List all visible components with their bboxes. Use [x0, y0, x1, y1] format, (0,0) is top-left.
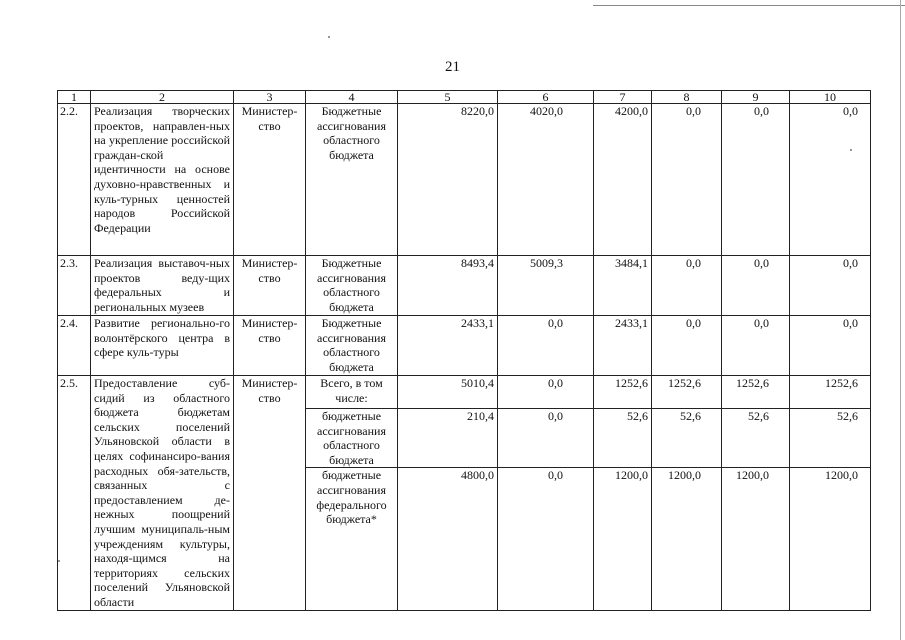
value-col8: 1200,0 [652, 468, 722, 611]
value-col7: 2433,1 [594, 316, 652, 376]
table-row [58, 104, 871, 256]
value-col9: 0,0 [722, 256, 790, 316]
scan-edge-top [593, 5, 905, 6]
row-number: 2.5. [58, 376, 91, 611]
funding-source: бюджетные ассигнования областного бюджета [306, 409, 398, 468]
value-col5: 4800,0 [398, 468, 498, 611]
value-col6: 0,0 [498, 376, 594, 409]
value-col5: 8220,0 [398, 104, 498, 256]
column-header: 8 [652, 91, 722, 104]
column-header: 5 [398, 91, 498, 104]
value-col10: 1200,0 [790, 468, 871, 611]
column-header: 2 [91, 91, 234, 104]
value-col7: 52,6 [594, 409, 652, 468]
row-number: 2.2. [58, 104, 91, 256]
value-col8: 0,0 [652, 256, 722, 316]
value-col10: 52,6 [790, 409, 871, 468]
executor: Министер-ство [234, 316, 306, 376]
value-col7: 1200,0 [594, 468, 652, 611]
executor: Министер-ство [234, 376, 306, 611]
scan-speck [328, 36, 330, 38]
column-header: 3 [234, 91, 306, 104]
funding-source: бюджетные ассигнования федерального бюджета* [306, 468, 398, 611]
page-number: 21 [445, 59, 460, 75]
value-col6: 4020,0 [498, 104, 594, 256]
column-header: 10 [790, 91, 871, 104]
value-col9: 0,0 [722, 104, 790, 256]
value-col7: 1252,6 [594, 376, 652, 409]
value-col9: 0,0 [722, 316, 790, 376]
column-header: 4 [306, 91, 398, 104]
row-number: 2.3. [58, 256, 91, 316]
value-col7: 3484,1 [594, 256, 652, 316]
column-header: 9 [722, 91, 790, 104]
program-table [57, 90, 871, 611]
table-row [58, 256, 871, 316]
row-number: 2.4. [58, 316, 91, 376]
value-col9: 1252,6 [722, 376, 790, 409]
value-col9: 1200,0 [722, 468, 790, 611]
value-col5: 8493,4 [398, 256, 498, 316]
value-col6: 0,0 [498, 409, 594, 468]
value-col7: 4200,0 [594, 104, 652, 256]
value-col6: 5009,3 [498, 256, 594, 316]
funding-source: Всего, в том числе: [306, 376, 398, 409]
funding-source: Бюджетные ассигнования областного бюджета [306, 256, 398, 316]
value-col10: 1252,6 [790, 376, 871, 409]
value-col10: 0,0 [790, 256, 871, 316]
value-col10: 0,0 [790, 316, 871, 376]
column-header: 1 [58, 91, 91, 104]
table-row [58, 316, 871, 376]
column-header: 6 [498, 91, 594, 104]
value-col8: 52,6 [652, 409, 722, 468]
funding-source: Бюджетные ассигнования областного бюджета [306, 316, 398, 376]
table-row [58, 376, 871, 409]
column-number-row [58, 91, 871, 104]
activity-name: Развитие регионально-го волонтёрского центра в сфере куль-туры [91, 316, 234, 376]
executor: Министер-ство [234, 256, 306, 316]
value-col8: 1252,6 [652, 376, 722, 409]
value-col10: 0,0 [790, 104, 871, 256]
value-col8: 0,0 [652, 316, 722, 376]
value-col6: 0,0 [498, 468, 594, 611]
value-col6: 0,0 [498, 316, 594, 376]
column-header: 7 [594, 91, 652, 104]
value-col5: 210,4 [398, 409, 498, 468]
value-col5: 5010,4 [398, 376, 498, 409]
activity-name: Реализация выставоч-ных проектов веду-щих федеральных и региональных музеев [91, 256, 234, 316]
scan-edge-right [900, 0, 901, 640]
value-col9: 52,6 [722, 409, 790, 468]
funding-source: Бюджетные ассигнования областного бюджета [306, 104, 398, 256]
value-col8: 0,0 [652, 104, 722, 256]
activity-name: Предоставление суб-сидий из областного бюджета бюджетам сельских поселений Ульяновской области в целях софинансиро-вания расходных обя-зательств, связанных с предоставлением де-нежных поощрений лучшим муниципаль-ным учреждениям культуры, находя-щимся на территориях сельских поселений Ульяновской области [91, 376, 234, 611]
executor: Министер-ство [234, 104, 306, 256]
activity-name: Реализация творческих проектов, направлен-ных на укрепление российской граждан-ской идентичности на основе духовно-нравственных и куль-турных ценностей народов Российской Федерации [91, 104, 234, 256]
value-col5: 2433,1 [398, 316, 498, 376]
